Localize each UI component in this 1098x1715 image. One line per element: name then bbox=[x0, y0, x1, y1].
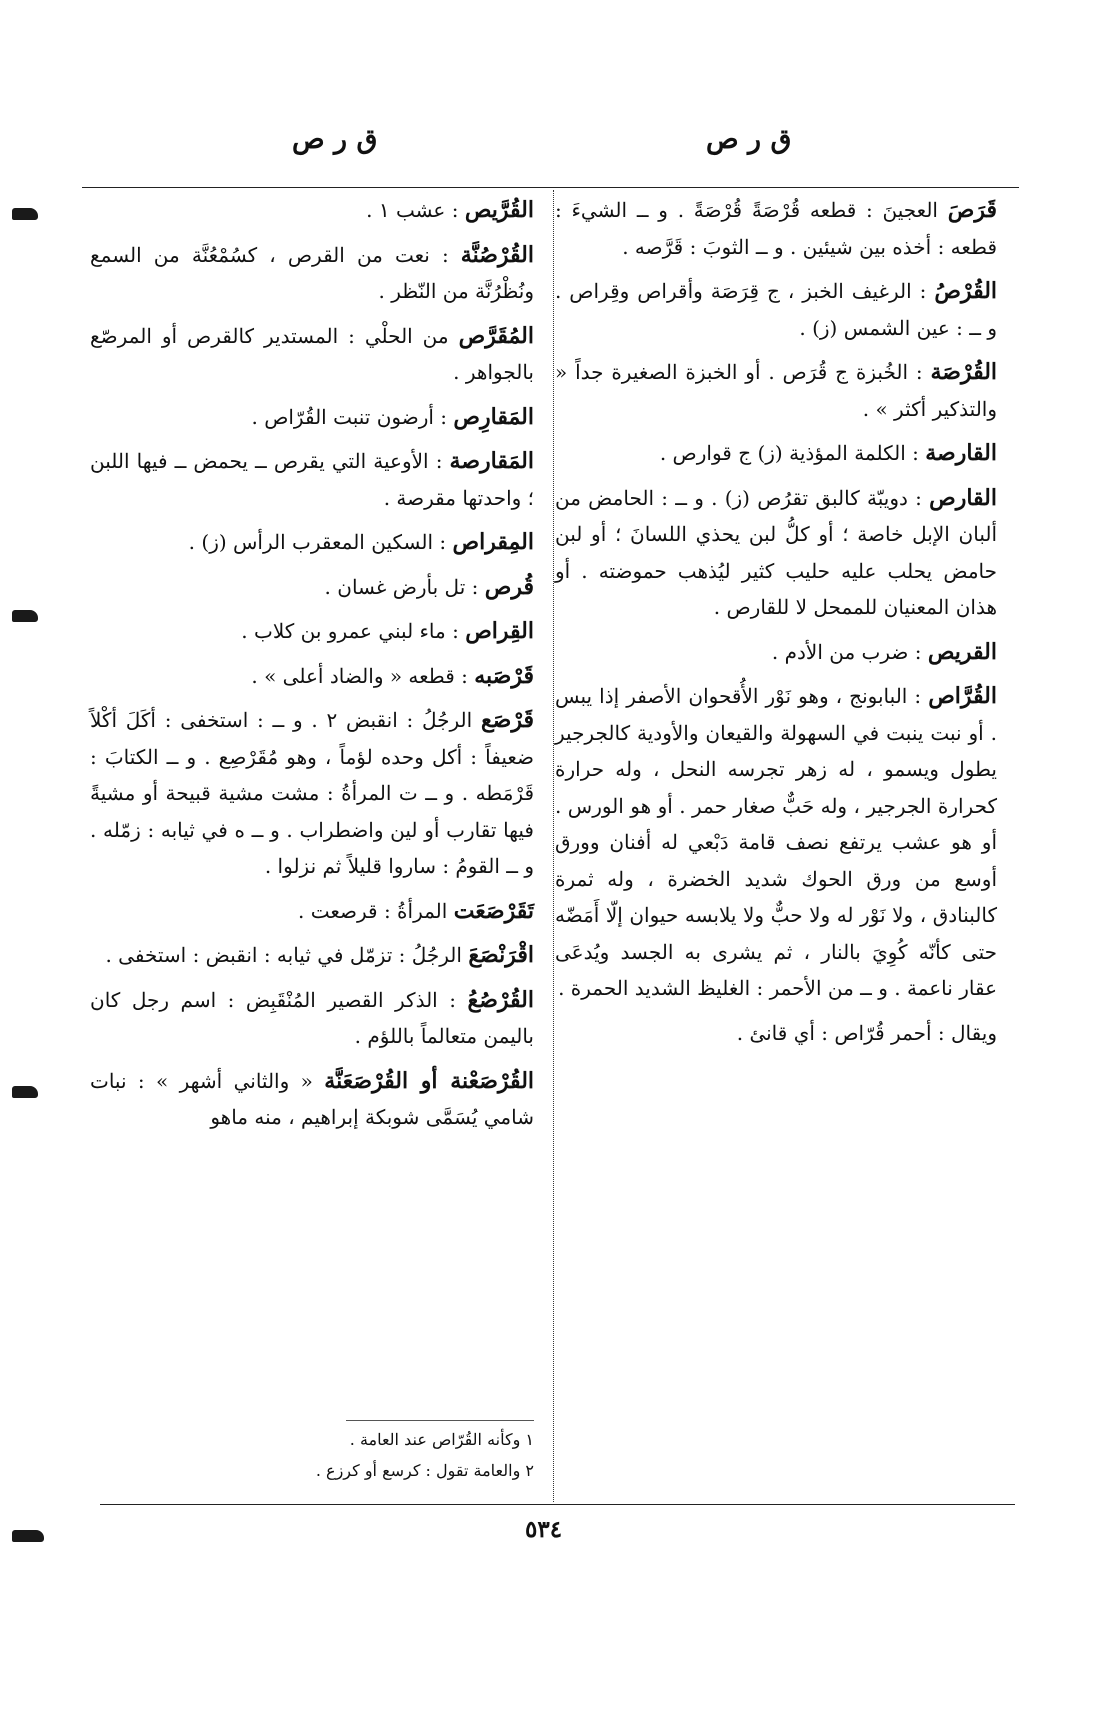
definition: : الأوعية التي يقرص ــ يحمض ــ فيها اللبن ؛ واحدتها مقرصة . bbox=[90, 449, 534, 510]
entry bbox=[555, 634, 997, 671]
margin-mark bbox=[12, 1530, 44, 1542]
headword: القُرْصُعُ bbox=[467, 986, 534, 1013]
definition: : الكلمة المؤذية (ز) ج قوارص . bbox=[659, 441, 919, 465]
running-header-right: ق ر ص bbox=[706, 124, 792, 155]
headword: القريص bbox=[927, 638, 997, 665]
margin-mark bbox=[12, 610, 38, 622]
entry bbox=[90, 982, 534, 1055]
footer-rule bbox=[100, 1504, 1015, 1505]
entry bbox=[90, 658, 534, 695]
entry bbox=[90, 569, 534, 606]
definition: العجينَ : قطعه قُرْصَةً قُرْصَةً . و ــ الشيءَ : قطعه : أخذه بين شيئين . و ــ الثوبَ : قَرَّصه . bbox=[555, 198, 997, 259]
headword: قَرَصَ bbox=[947, 197, 998, 223]
entry bbox=[555, 480, 997, 626]
definition: : عشب ١ . bbox=[366, 198, 459, 222]
definition: الرجُلُ : انقبض ٢ . و ــ : استخفى : أكَلَ أكْلاً ضعيفاً : أكل وحده لؤماً ، وهو مُقَرْصِع . و ــ الكتابَ : قَرْمَطه . و ــ ت المرأةُ : مشت مشية قبيحة أو مشيةً فيها تقارب أو لين واضطراب . و ــ ه في ثيابه : زمّله . و ــ القومُ : ساروا قليلاً ثم نزلوا . bbox=[90, 708, 534, 878]
running-header-left: ق ر ص bbox=[292, 124, 378, 155]
headword: القُرْصُنَّة bbox=[460, 241, 534, 268]
definition: : الذكر القصير المُنْقَبِض : اسم رجل كان باليمن متعالماً باللؤم . bbox=[90, 987, 534, 1048]
entry bbox=[90, 443, 534, 516]
definition: : أرضون تنبت القُرّاص . bbox=[251, 404, 448, 429]
headword: المُقَرَّص bbox=[458, 322, 534, 349]
entry bbox=[90, 893, 534, 930]
entry bbox=[90, 192, 534, 229]
headword: القُرْصَة bbox=[930, 359, 998, 385]
entry bbox=[555, 273, 997, 346]
entry bbox=[90, 613, 534, 650]
entry bbox=[555, 678, 997, 1007]
entry bbox=[90, 318, 534, 391]
headword: قُرص bbox=[484, 573, 534, 600]
definition: : ماء لبني عمرو بن كلاب . bbox=[241, 619, 459, 643]
definition: الرجُلُ : تزمّل في ثيابه : انقبض : استخفى . bbox=[105, 943, 462, 967]
entry bbox=[555, 435, 997, 472]
headword: القارصة bbox=[925, 440, 997, 466]
entry bbox=[555, 192, 997, 265]
entry bbox=[90, 702, 534, 885]
page-number: ٥٣٤ bbox=[525, 1516, 563, 1543]
definition: « والثاني أشهر » : نبات شامي يُسَمَّى شوبكة إبراهيم ، منه ماهو bbox=[90, 1068, 534, 1129]
right-column bbox=[555, 192, 997, 1059]
headword: القِراص bbox=[465, 618, 534, 644]
definition: : دويبّة كالبق تقرُص (ز) . و ــ : الحامض من ألبان الإبل خاصة ؛ أو كلُّ لبن يحذي اللسانَ ؛ أو لبن حامض يحلب عليه حليب كثير ليُذهب حموضته . أو هذان المعنيان للممحل لا للقارص . bbox=[555, 485, 997, 619]
footnote: ٢ والعامة تقول : كرسع أو كرزع . bbox=[315, 1461, 534, 1480]
definition: : البابونج ، وهو نَوْر الأُقحوان الأصفر إذا يبس . أو نبت ينبت في السهولة والقيعان والأودية كالجرجير يطول ويسمو ، له زهر تجرسه النحل ، وله حرارة كحرارة الجرجير ، وله حَبٌّ صغار حمر . أو هو الورس . أو هو عشب يرتفع نصف قامة دَبْعي له أفنان وورق أوسع من ورق الحوك شديد الخضرة ، وله ثمرة كالبنادق ، ولا نَوْر له ولا حبٌّ ولا يلابسه حيوان إلّا أَمَضّه حتى كأنّه كُوِيَ بالنار ، ثم يشرى به الجسد ويُدعَى عقار ناعمة . و ــ من الأحمر : الغليظ الشديد الحمرة . bbox=[555, 684, 997, 1000]
headword: تَقَرْصَعَت bbox=[453, 897, 534, 924]
column-divider bbox=[553, 190, 554, 1502]
definition: : السكين المعقرب الرأس (ز) . bbox=[188, 530, 447, 554]
definition: : الخُبزة ج قُرَص . أو الخبزة الصغيرة جداً « والتذكير أكثر » . bbox=[555, 360, 997, 421]
margin-mark bbox=[12, 1086, 38, 1098]
entry bbox=[90, 524, 534, 561]
footnotes bbox=[90, 1424, 534, 1486]
headword: القارص bbox=[929, 484, 997, 511]
headword: قَرْصَبه bbox=[474, 662, 534, 689]
entry bbox=[555, 1015, 997, 1052]
headword: القُرَّيص bbox=[464, 197, 534, 223]
definition: : الرغيف الخبز ، ج قِرَصَة وأقراص وقِراص . و ــ : عين الشمس (ز) . bbox=[555, 279, 997, 340]
definition: : قطعه « والضاد أعلى » . bbox=[251, 663, 468, 688]
headword: المَقارصة bbox=[449, 448, 534, 474]
margin-mark bbox=[12, 208, 38, 220]
headword: المِقراص bbox=[452, 529, 534, 555]
headword: المَقارِص bbox=[453, 403, 534, 430]
definition: : ضرب من الأدم . bbox=[771, 639, 922, 664]
footnote: ١ وكأنه القُرّاص عند العامة . bbox=[349, 1430, 534, 1449]
headword: قَرْصَع bbox=[480, 707, 534, 733]
definition: ويقال : أحمر قُرّاص : أي قانئ . bbox=[736, 1020, 997, 1045]
entry bbox=[90, 399, 534, 436]
headword: القُرْصَعْنة أو القُرْصَعَنَّة bbox=[324, 1067, 535, 1094]
entry bbox=[90, 937, 534, 974]
definition: : نعت من القرص ، كسُمْعُنَّة من السمع ونُظْرُنَّة من النّظر . bbox=[90, 242, 534, 303]
footnote-rule bbox=[346, 1420, 534, 1421]
entry bbox=[90, 237, 534, 310]
headword: القُرْصُ bbox=[934, 278, 998, 304]
definition: المرأةُ : قرصعت . bbox=[298, 898, 448, 923]
entry bbox=[90, 1063, 534, 1136]
definition: من الحلْي : المستدير كالقرص أو المرصّع بالجواهر . bbox=[90, 323, 534, 384]
left-column bbox=[90, 192, 534, 1144]
definition: : تل بأرض غسان . bbox=[324, 574, 479, 599]
entry bbox=[555, 354, 997, 427]
headword: اقْرَنْصَعَ bbox=[468, 942, 534, 968]
headword: القُرَّاص bbox=[928, 683, 997, 709]
header-rule bbox=[82, 187, 1019, 188]
